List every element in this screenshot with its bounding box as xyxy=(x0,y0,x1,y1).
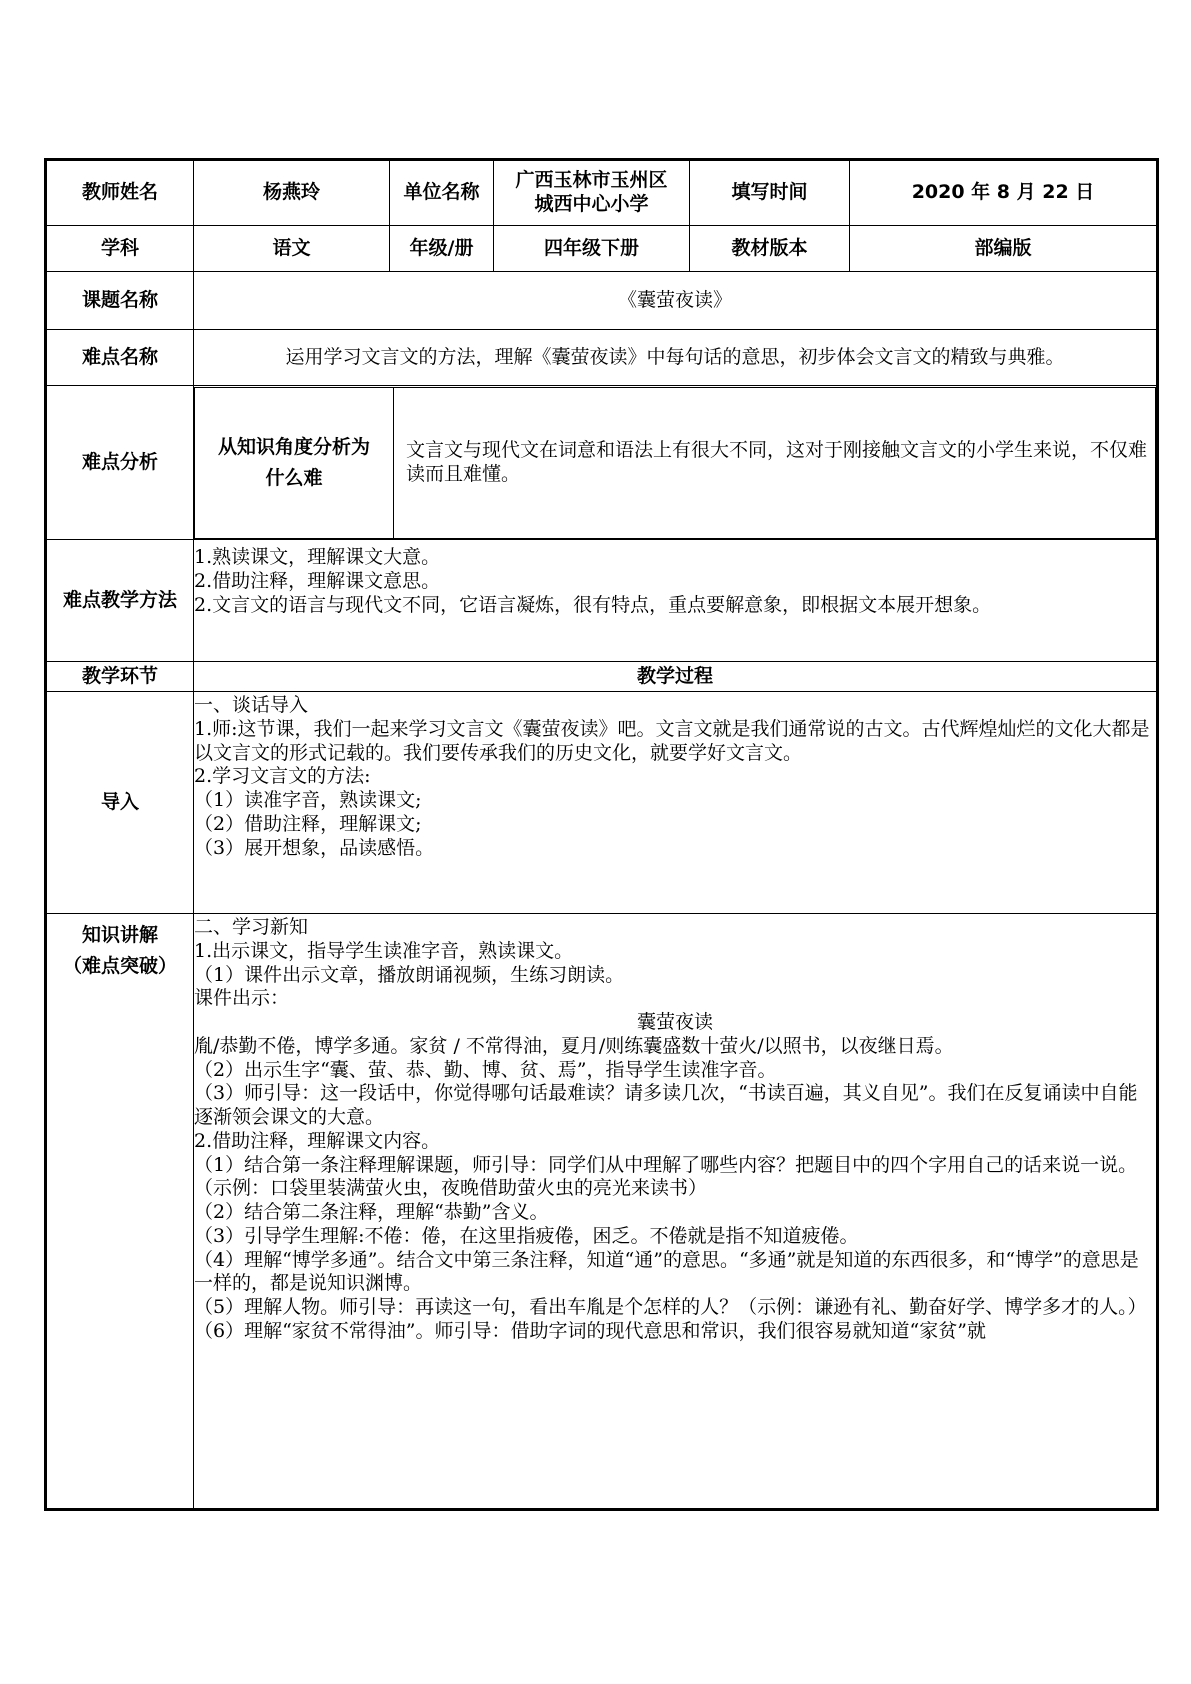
topic-row xyxy=(46,272,1158,330)
methods-list xyxy=(194,540,1158,662)
unit-name-line2: 城西中心小学 xyxy=(534,193,649,215)
process-header-row xyxy=(46,662,1158,692)
intro-line: （2）借助注释，理解课文; xyxy=(194,812,422,835)
date-value: 2020 年 8 月 22 日 xyxy=(850,160,1158,226)
knowledge-line: 二、学习新知 xyxy=(194,916,309,938)
intro-line: 1.师:这节课，我们一起来学习文言文《囊萤夜读》吧。文言文就是我们通常说的古文。古代辉煌灿烂的文化大都是以文言文的形式记载的。我们要传承我们的历史文化，就要学好文言文。 xyxy=(194,717,1150,764)
difficulty-value: 运用学习文言文的方法，理解《囊萤夜读》中每句话的意思，初步体会文言文的精致与典雅。 xyxy=(194,330,1158,386)
methods-item: 2.借助注释，理解课文意思。 xyxy=(194,569,441,592)
intro-line: 一、谈话导入 xyxy=(194,694,309,716)
methods-item: 2.文言文的语言与现代文不同，它语言凝炼，很有特点，重点要解意象，即根据文本展开想象。 xyxy=(194,593,992,616)
analysis-cell xyxy=(194,386,1158,540)
subject-label: 学科 xyxy=(46,226,194,272)
header-row-2 xyxy=(46,226,1158,272)
knowledge-line: 1.出示课文，指导学生读准字音，熟读课文。 xyxy=(194,939,574,962)
analysis-inner xyxy=(194,387,1156,539)
knowledge-line: 胤/恭勤不倦，博学多通。家贫 / 不常得油，夏月/则练囊盛数十萤火/以照书，以夜继日焉。 xyxy=(194,1034,954,1057)
knowledge-line: 课件出示： xyxy=(194,987,290,1010)
analysis-label: 难点分析 xyxy=(46,386,194,540)
intro-line: 2.学习文言文的方法: xyxy=(194,765,371,788)
knowledge-line: （6）理解“家贫不常得油”。师引导：借助字词的现代意思和常识，我们很容易就知道“家贫”就 xyxy=(194,1319,986,1342)
knowledge-line: （4）理解“博学多通”。结合文中第三条注释，知道“通”的意思。“多通”就是知道的东西很多，和“博学”的意思是一样的，都是说知识渊博。 xyxy=(194,1248,1139,1295)
knowledge-line: （1）结合第一条注释理解课题，师引导：同学们从中理解了哪些内容？把题目中的四个字用自己的话来说一说。（示例：口袋里装满萤火虫，夜晚借助萤火虫的亮光来读书） xyxy=(194,1153,1138,1200)
knowledge-line: （2）出示生字“囊、萤、恭、勤、博、贫、焉”，指导学生读准字音。 xyxy=(194,1058,777,1081)
intro-line: （1）读准字音，熟读课文; xyxy=(194,789,422,811)
lesson-plan-table xyxy=(44,158,1159,1511)
difficulty-row xyxy=(46,330,1158,386)
unit-name-line1: 广西玉林市玉州区 xyxy=(515,169,668,192)
lesson-plan-sheet xyxy=(44,158,1156,1511)
knowledge-content xyxy=(194,914,1158,1510)
analysis-sublabel-line2: 什么难 xyxy=(265,466,323,489)
edition-label: 教材版本 xyxy=(690,226,850,272)
grade-value: 四年级下册 xyxy=(494,226,690,272)
intro-label: 导入 xyxy=(46,692,194,914)
analysis-row xyxy=(46,386,1158,540)
subject-value: 语文 xyxy=(194,226,390,272)
knowledge-line: （2）结合第二条注释，理解“恭勤”含义。 xyxy=(194,1201,549,1223)
knowledge-row xyxy=(46,914,1158,1510)
knowledge-label-line2: （难点突破） xyxy=(62,955,177,977)
stage-label: 教学环节 xyxy=(46,662,194,692)
knowledge-line: （3）师引导：这一段话中，你觉得哪句话最难读？请多读几次，“书读百遍，其义自见”。我们在反复诵读中自能逐渐领会课文的大意。 xyxy=(194,1082,1138,1128)
date-label: 填写时间 xyxy=(690,160,850,226)
poem-title: 囊萤夜读 xyxy=(636,1011,713,1033)
knowledge-label-line1: 知识讲解 xyxy=(81,924,158,946)
knowledge-line: （1）课件出示文章，播放朗诵视频，生练习朗读。 xyxy=(194,963,625,986)
edition-value: 部编版 xyxy=(850,226,1158,272)
methods-label: 难点教学方法 xyxy=(46,540,194,662)
intro-content xyxy=(194,692,1158,914)
knowledge-line: （3）引导学生理解:不倦：倦，在这里指疲倦，困乏。不倦就是指不知道疲倦。 xyxy=(194,1224,859,1247)
knowledge-line: 2.借助注释，理解课文内容。 xyxy=(194,1129,441,1152)
methods-item: 1.熟读课文，理解课文大意。 xyxy=(194,546,441,568)
intro-row xyxy=(46,692,1158,914)
teacher-label: 教师姓名 xyxy=(46,160,194,226)
knowledge-label xyxy=(46,914,194,1510)
analysis-text: 文言文与现代文在词意和语法上有很大不同，这对于刚接触文言文的小学生来说，不仅难读而且难懂。 xyxy=(394,387,1156,538)
teacher-name: 杨燕玲 xyxy=(194,160,390,226)
header-row-1 xyxy=(46,160,1158,226)
process-label: 教学过程 xyxy=(194,662,1158,692)
topic-label: 课题名称 xyxy=(46,272,194,330)
difficulty-label: 难点名称 xyxy=(46,330,194,386)
intro-line: （3）展开想象，品读感悟。 xyxy=(194,836,435,859)
analysis-sublabel xyxy=(195,387,394,538)
grade-label: 年级/册 xyxy=(390,226,494,272)
methods-row xyxy=(46,540,1158,662)
analysis-sublabel-line1: 从知识角度分析为 xyxy=(217,435,370,458)
unit-label: 单位名称 xyxy=(390,160,494,226)
unit-name xyxy=(494,160,690,226)
topic-value: 《囊萤夜读》 xyxy=(194,272,1158,330)
knowledge-line: （5）理解人物。师引导：再读这一句，看出车胤是个怎样的人？（示例：谦逊有礼、勤奋好学、博学多才的人。） xyxy=(194,1296,1147,1318)
